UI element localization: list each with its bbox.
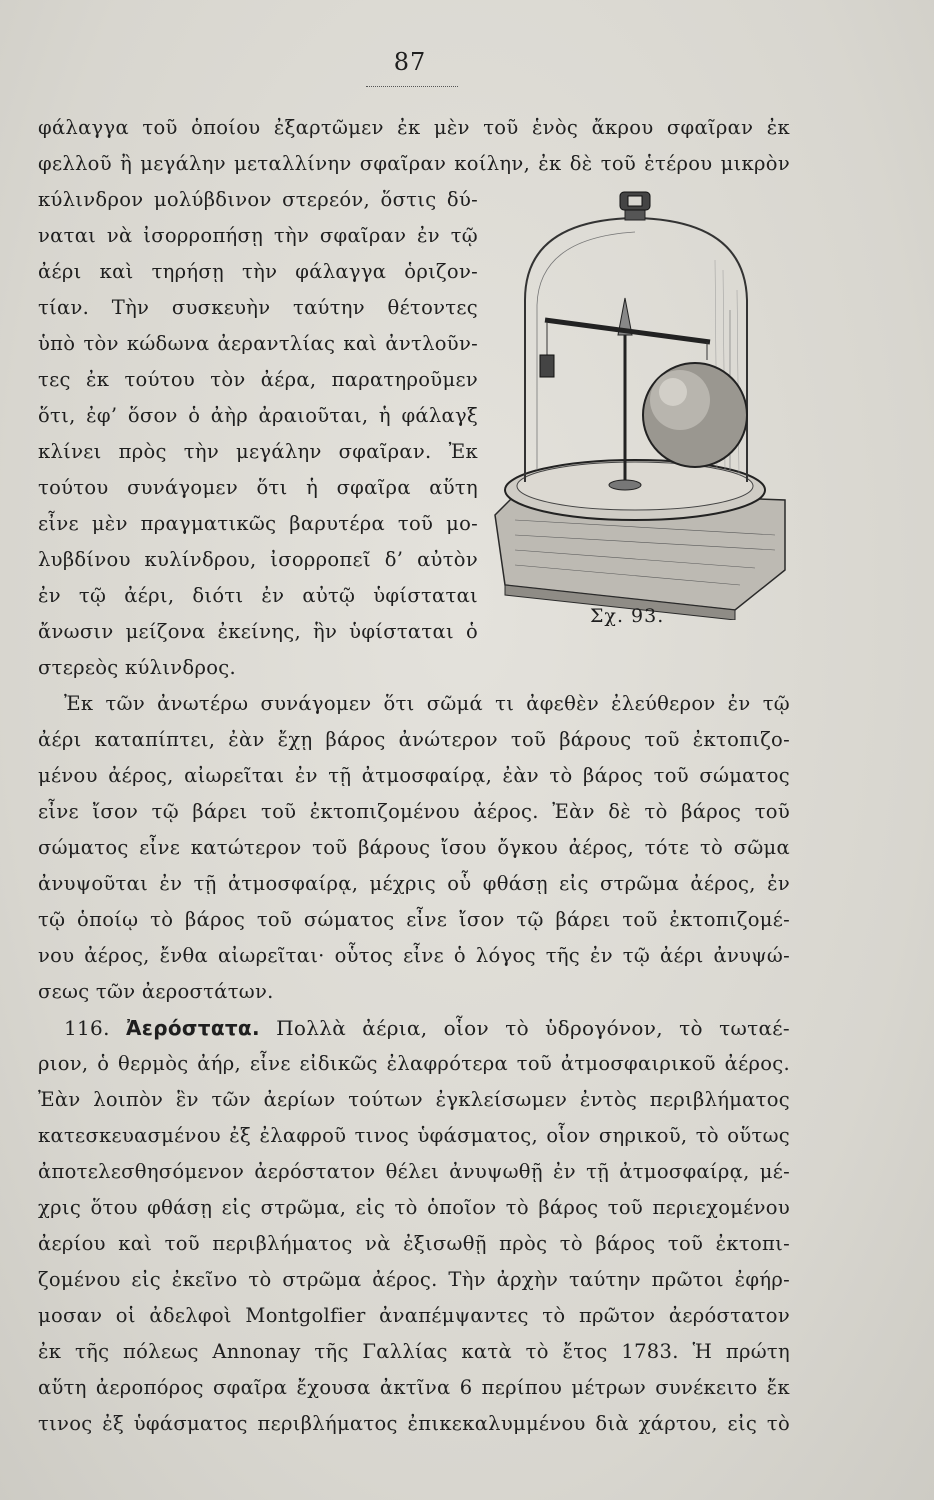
- text-line: τούτου συνάγομεν ὅτι ἡ σφαῖρα αὕτη: [38, 476, 478, 499]
- text-line: κύλινδρον μολύβδινον στερεόν, ὅστις δύ-: [38, 188, 478, 211]
- text-line: Ἐκ τῶν ἀνωτέρω συνάγομεν ὅτι σῶμά τι ἀφεθὲν ἐλεύθερον ἐν τῷ: [64, 692, 790, 715]
- text-line: ἄνωσιν μείζονα ἐκείνης, ἣν ὑφίσταται ὁ: [38, 620, 478, 643]
- text-line: σεως τῶν ἀεροστάτων.: [38, 980, 274, 1003]
- text-line: μένου ἀέρος, αἰωρεῖται ἐν τῇ ἀτμοσφαίρᾳ, ἐὰν τὸ βάρος τοῦ σώματος: [38, 764, 790, 787]
- text-line: ἀποτελεσθησόμενον ἀερόστατον θέλει ἀνυψωθῇ ἐν τῇ ἀτμοσφαίρᾳ, μέ-: [38, 1160, 790, 1183]
- section-number: 116.: [64, 1016, 110, 1040]
- text-line: ριον, ὁ θερμὸς ἀήρ, εἶνε εἰδικῶς ἐλαφρότερα τοῦ ἀτμοσφαιρικοῦ ἀέρος.: [38, 1052, 790, 1075]
- text-line: κλίνει πρὸς τὴν μεγάλην σφαῖραν. Ἐκ: [38, 440, 478, 463]
- text-line: λυβδίνου κυλίνδρου, ἰσορροπεῖ δ’ αὐτὸν: [38, 548, 478, 571]
- text-line: εἶνε μὲν πραγματικῶς βαρυτέρα τοῦ μο-: [38, 512, 478, 535]
- text-line: ἀερίου καὶ τοῦ περιβλήματος νὰ ἐξισωθῇ πρὸς τὸ βάρος τοῦ ἐκτοπι-: [38, 1232, 790, 1255]
- text-line: ὑπὸ τὸν κώδωνα ἀεραντλίας καὶ ἀντλοῦν-: [38, 332, 478, 355]
- text-line: νου ἀέρος, ἔνθα αἰωρεῖται· οὗτος εἶνε ὁ λόγος τῆς ἐν τῷ ἀέρι ἀνυψώ-: [38, 944, 790, 967]
- text-line: αὕτη ἀεροπόρος σφαῖρα ἔχουσα ἀκτῖνα 6 περίπου μέτρων συνέκειτο ἔκ: [38, 1376, 790, 1399]
- text-line: ναται νὰ ἰσορροπήσῃ τὴν σφαῖραν ἐν τῷ: [38, 224, 478, 247]
- text-line: στερεὸς κύλινδρος.: [38, 656, 236, 679]
- text-line: ζομένου εἰς ἐκεῖνο τὸ στρῶμα ἀέρος. Τὴν ἀρχὴν ταύτην πρῶτοι ἐφήρ-: [38, 1268, 790, 1291]
- text-line: ἀέρι καὶ τηρήσῃ τὴν φάλαγγα ὁριζον-: [38, 260, 478, 283]
- text-line: μοσαν οἱ ἀδελφοὶ Montgolfier ἀναπέμψαντες τὸ πρῶτον ἀερόστατον: [38, 1304, 790, 1327]
- section-heading-line: [64, 1018, 790, 1038]
- text-line: κατεσκευασμένου ἐξ ἐλαφροῦ τινος ὑφάσματος, οἷον σηρικοῦ, τὸ οὕτως: [38, 1124, 790, 1147]
- text-line: ἀέρι καταπίπτει, ἐὰν ἔχῃ βάρος ἀνώτερον τοῦ βάρους τοῦ ἐκτοπιζο-: [38, 728, 790, 751]
- section-first-line: Πολλὰ ἀέρια, οἷον τὸ ὑδρογόνον, τὸ τωταέ-: [276, 1016, 790, 1040]
- section-title: Ἀερόστατα.: [126, 1016, 260, 1040]
- text-line: τίαν. Τὴν συσκευὴν ταύτην θέτοντες: [38, 296, 478, 319]
- text-line: ἐν τῷ ἀέρι, διότι ἐν αὐτῷ ὑφίσταται: [38, 584, 478, 607]
- page-number: 87: [393, 48, 427, 76]
- text-line: ὅτι, ἐφ’ ὅσον ὁ ἀὴρ ἀραιοῦται, ἡ φάλαγξ: [38, 404, 478, 427]
- text-line: φάλαγγα τοῦ ὁποίου ἐξαρτῶμεν ἐκ μὲν τοῦ ἑνὸς ἄκρου σφαῖραν ἐκ: [38, 116, 790, 139]
- text-line: χρις ὅτου φθάσῃ εἰς στρῶμα, εἰς τὸ ὁποῖον τὸ βάρος τοῦ περιεχομένου: [38, 1196, 790, 1219]
- text-line: Ἐὰν λοιπὸν ἓν τῶν ἀερίων τούτων ἐγκλείσωμεν ἐντὸς περιβλήματος: [38, 1088, 790, 1111]
- text-line: φελλοῦ ἢ μεγάλην μεταλλίνην σφαῖραν κοίλην, ἐκ δὲ τοῦ ἑτέρου μικρὸν: [38, 152, 790, 175]
- text-line: εἶνε ἴσον τῷ βάρει τοῦ ἐκτοπιζομένου ἀέρος. Ἐὰν δὲ τὸ βάρος τοῦ: [38, 800, 790, 823]
- text-line: τες ἐκ τούτου τὸν ἀέρα, παρατηροῦμεν: [38, 368, 478, 391]
- text-line: τῷ ὁποίῳ τὸ βάρος τοῦ σώματος εἶνε ἴσον τῷ βάρει τοῦ ἐκτοπιζομέ-: [38, 908, 790, 931]
- figure-caption: Σχ. 93.: [590, 605, 665, 627]
- text-line: ἀνυψοῦται ἐν τῇ ἀτμοσφαίρᾳ, μέχρις οὗ φθάσῃ εἰς στρῶμα ἀέρος, ἐν: [38, 872, 790, 895]
- page-number-rule: [366, 86, 458, 87]
- text-line: τινος ἐξ ὑφάσματος περιβλήματος ἐπικεκαλυμμένου διὰ χάρτου, εἰς τὸ: [38, 1412, 790, 1435]
- text-line: σώματος εἶνε κατώτερον τοῦ βάρους ἴσου ὄγκου ἀέρος, τότε τὸ σῶμα: [38, 836, 790, 859]
- text-line: ἐκ τῆς πόλεως Annonay τῆς Γαλλίας κατὰ τὸ ἔτος 1783. Ἡ πρώτη: [38, 1340, 790, 1363]
- bell-jar-figure: [485, 190, 795, 620]
